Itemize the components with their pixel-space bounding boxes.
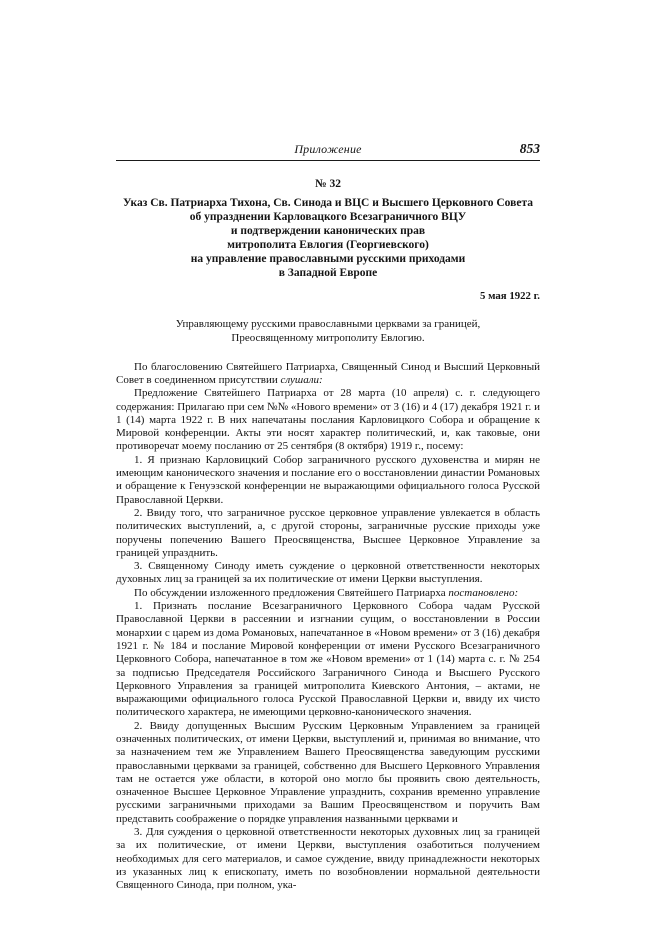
page-number: 853 xyxy=(519,141,540,156)
addressee-line: Управляющему русскими православными церквами за границей, xyxy=(175,318,481,331)
document-title-line: митрополита Евлогия (Георгиевского) xyxy=(227,239,429,252)
paragraph-text: Предложение Святейшего Патриарха от 28 марта (10 апреля) с. г. следующего содержания: Прилагаю при сем №№ «Нового времени» от 3 (16) и 4 (17) декабря 1921 г. и 1 (14) марта 1922 г. В них напечатаны послания Карловицкого Собора и обращение к Мировой конференции. Акты эти носят характер политический, и, как таковые, они противоречат моему посланию от 25 сентября (8 октября) 1919 г., посему: xyxy=(116,387,540,453)
document-title-line: и подтверждении канонических прав xyxy=(230,225,426,238)
paragraph-text: 3. Священному Синоду иметь суждение о церковной ответственности некоторых духовных лиц за границей за их политические от имени Церкви выступления. xyxy=(116,560,540,586)
running-head xyxy=(116,142,540,157)
body-paragraph xyxy=(116,720,540,826)
document-title-line: об упразднении Карловацкого Всезаграничного ВЦУ xyxy=(189,211,467,224)
running-title: Приложение xyxy=(294,142,362,156)
paragraph-text: 2. Ввиду допущенных Высшим Русским Церковным Управлением за границей означенных политических, от имени Церкви, выступлений и, принимая во внимание, что за назначением тем же Управлением Вашего Преосвященства заведующим русскими православными церквами за границей, собственно для Высшего Церковного Управления там не остается уже области, в которой оно могло бы проявить свою деятельность, означенное Высшее Церковное Управление упразднить, сохранив временно управление русскими заграничными приходами за Вашим Преосвященством и поручить Вам представить соображение о порядке управления названными церквами и xyxy=(116,719,540,825)
document-title xyxy=(116,196,540,280)
body-paragraph xyxy=(116,587,540,600)
body-paragraph xyxy=(116,826,540,892)
body-paragraph xyxy=(116,387,540,453)
document-title-line: Указ Св. Патриарха Тихона, Св. Синода и ВЦС и Высшего Церковного Совета xyxy=(123,197,533,209)
document-title-line: на управление православными русскими приходами xyxy=(190,253,466,266)
text-column xyxy=(116,142,540,893)
document-title-line: в Западной Европе xyxy=(278,267,378,280)
paragraph-text: По обсуждении изложенного предложения Святейшего Патриарха xyxy=(134,586,449,599)
document-date: 5 мая 1922 г. xyxy=(480,290,540,303)
paragraph-text: По благословению Святейшего Патриарха, Священный Синод и Высший Церковный Совет в соединенном присутствии xyxy=(116,360,540,386)
body-paragraph xyxy=(116,361,540,388)
addressee-line: Преосвященному митрополиту Евлогию. xyxy=(231,332,425,345)
body-paragraph xyxy=(116,507,540,560)
paragraph-text: 2. Ввиду того, что заграничное русское церковное управление увлекается в область политических выступлений, а, с другой стороны, заграничные русские приходы уже поручены попечению Вашего Преосвященства, Высшее Церковное Управление за границей упразднить. xyxy=(116,506,540,559)
paragraph-text-italic: слушали: xyxy=(280,373,323,386)
document-number: № 32 xyxy=(315,178,341,190)
paragraph-text: 1. Признать послание Всезаграничного Церковного Собора чадам Русской Православной Церкви в рассеянии и изгнании сущим, о восстановлении в России монархии с царем из дома Романовых, напечатанное в «Новом времени» от 3 (16) декабря 1921 г. № 184 и послание Мировой конференции от имени Русского Всезаграничного Церковного Собора, напечатанное в том же «Новом времени» от 1 (14) марта с. г. № 254 за подписью Председателя Российского Заграничного Синода и Высшего Русского Церковного Управления за границей митрополита Киевского Антония, – актами, не выражающими официального голоса Русской Православной Церкви и, ввиду их чисто политического характера, не имеющими церковно-канонического значения. xyxy=(116,600,540,719)
body-paragraph xyxy=(116,454,540,507)
paragraph-text-italic: постановлено: xyxy=(448,586,519,599)
document-body xyxy=(116,361,540,893)
header-rule xyxy=(116,160,540,161)
body-paragraph xyxy=(116,600,540,720)
paragraph-text: 3. Для суждения о церковной ответственности некоторых духовных лиц за границей за их политические, от имени Церкви, выступления озаботиться получением необходимых для сего материалов, и самое суждение, ввиду принадлежности некоторых из указанных лиц к епископату, иметь по возобновлении нормальной деятельности Священного Синода, при полном, ука- xyxy=(116,826,540,892)
body-paragraph xyxy=(116,560,540,587)
addressee-block xyxy=(116,317,540,346)
paragraph-text: 1. Я признаю Карловицкий Собор заграничного русского духовенства и мирян не имеющим канонического значения и послание его о восстановлении династии Романовых и обращение к Генуэзской конференции не выражающими официального голоса Русской Православной Церкви. xyxy=(116,453,540,506)
